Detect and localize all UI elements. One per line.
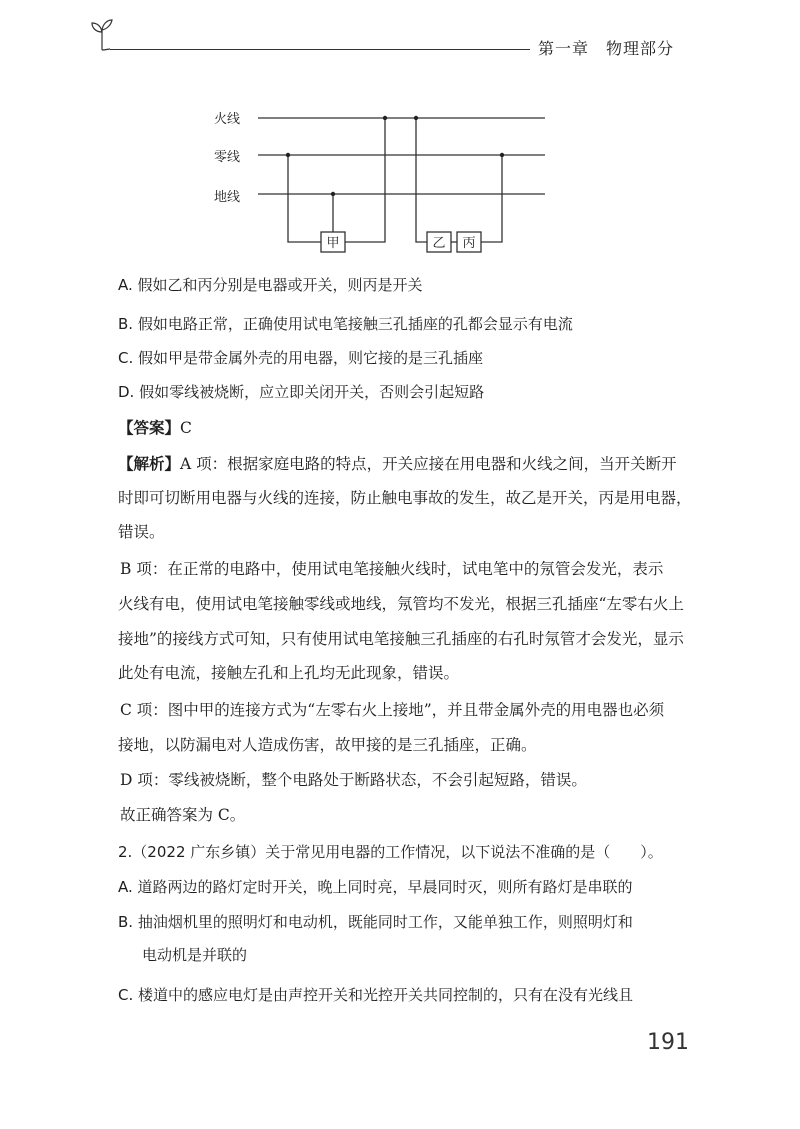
analysis-d: D 项：零线被烧断，整个电路处于断路状态，不会引起短路，错误。 bbox=[120, 771, 587, 789]
q2-stem: 2.（2022 广东乡镇）关于常见用电器的工作情况，以下说法不准确的是（ ）。 bbox=[118, 843, 663, 861]
node-bing-neutral bbox=[500, 153, 504, 157]
label-fire-wire: 火线 bbox=[214, 112, 241, 127]
q1-option-c: C. 假如甲是带金属外壳的用电器，则它接的是三孔插座 bbox=[118, 349, 484, 367]
analysis-line-3: 错误。 bbox=[118, 523, 165, 541]
label-ground-wire: 地线 bbox=[214, 190, 241, 205]
bing-neutral-branch bbox=[481, 155, 502, 242]
q1-option-d: D. 假如零线被烧断，应立即关闭开关，否则会引起短路 bbox=[118, 383, 485, 401]
box-bing-label: 丙 bbox=[462, 236, 476, 251]
jia-neutral-branch bbox=[288, 155, 321, 242]
label-neutral-wire: 零线 bbox=[214, 150, 241, 165]
analysis-label: 【解析】 bbox=[118, 454, 181, 473]
q2-option-b-1: B. 抽油烟机里的照明灯和电动机，既能同时工作，又能单独工作，则照明灯和 bbox=[118, 913, 633, 931]
q1-option-a: A. 假如乙和丙分别是电器或开关，则丙是开关 bbox=[118, 276, 423, 294]
circuit-diagram bbox=[200, 100, 560, 270]
chapter-title: 第一章 物理部分 bbox=[538, 39, 675, 58]
sprout-icon bbox=[88, 16, 116, 52]
yi-fire-branch bbox=[416, 118, 427, 242]
analysis-b-4: 此处有电流，接触左孔和上孔均无此现象，错误。 bbox=[118, 664, 460, 682]
node-jia-neutral bbox=[286, 153, 290, 157]
q2-option-c: C. 楼道中的感应电灯是由声控开关和光控开关共同控制的，只有在没有光线且 bbox=[118, 986, 634, 1004]
analysis-text-1: A 项：根据家庭电路的特点，开关应接在用电器和火线之间，当开关断开 bbox=[180, 455, 677, 473]
analysis-b-2: 火线有电，使用试电笔接触零线或地线，氖管均不发光，根据三孔插座“左零右火上 bbox=[118, 595, 684, 613]
answer-value: C bbox=[180, 419, 192, 437]
node-yi-fire bbox=[414, 116, 418, 120]
node-jia-ground bbox=[331, 192, 335, 196]
page-header bbox=[0, 0, 800, 70]
header-rule bbox=[110, 49, 530, 50]
conclusion: 故正确答案为 C。 bbox=[120, 806, 246, 824]
analysis-line-1 bbox=[118, 453, 677, 475]
node-jia-fire bbox=[383, 116, 387, 120]
analysis-c-1: C 项：图中甲的连接方式为“左零右火上接地”，并且带金属外壳的用电器也必须 bbox=[120, 701, 665, 719]
answer-label: 【答案】 bbox=[118, 418, 181, 437]
q2-option-b-2: 电动机是并联的 bbox=[142, 946, 248, 964]
analysis-line-2: 时即可切断用电器与火线的连接，防止触电事故的发生，故乙是开关，丙是用电器， bbox=[118, 489, 692, 507]
q1-option-b: B. 假如电路正常，正确使用试电笔接触三孔插座的孔都会显示有电流 bbox=[118, 315, 573, 333]
analysis-c-2: 接地，以防漏电对人造成伤害，故甲接的是三孔插座，正确。 bbox=[118, 736, 537, 754]
answer-line bbox=[118, 417, 192, 439]
analysis-b-3: 接地”的接线方式可知，只有使用试电笔接触三孔插座的右孔时氖管才会发光，显示 bbox=[118, 630, 684, 648]
box-jia-label: 甲 bbox=[326, 236, 340, 251]
box-yi-label: 乙 bbox=[432, 236, 446, 251]
q2-option-a: A. 道路两边的路灯定时开关，晚上同时亮，早晨同时灭，则所有路灯是串联的 bbox=[118, 878, 633, 896]
jia-fire-branch bbox=[345, 118, 385, 242]
analysis-b-1: B 项：在正常的电路中，使用试电笔接触火线时，试电笔中的氖管会发光，表示 bbox=[120, 560, 664, 578]
page-number: 191 bbox=[647, 1030, 689, 1055]
